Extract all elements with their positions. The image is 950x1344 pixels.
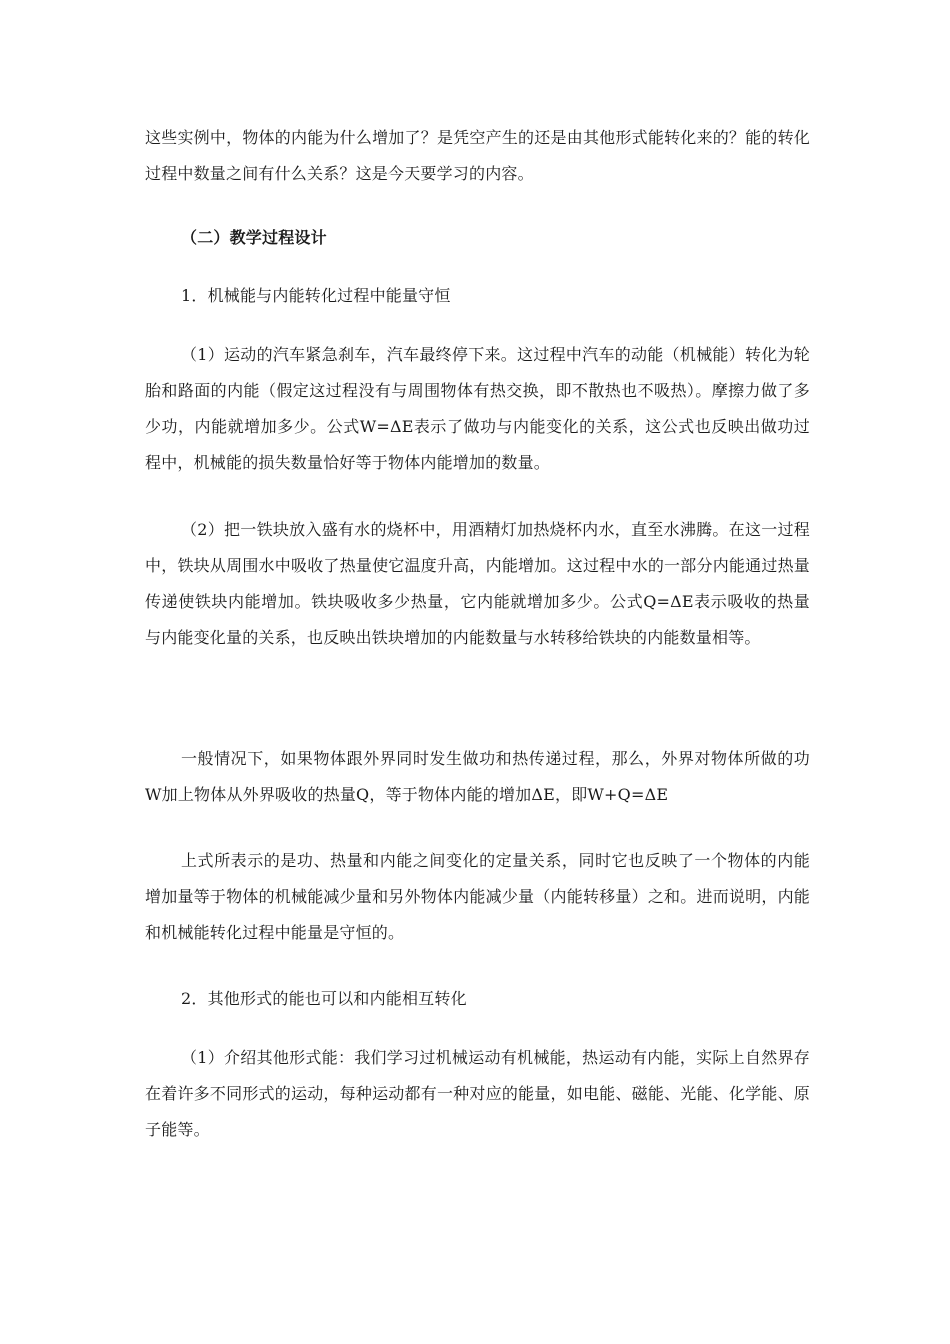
subsection-title-2: 2．其他形式的能也可以和内能相互转化 xyxy=(181,989,467,1008)
paragraph-iron-block: （2）把一铁块放入盛有水的烧杯中，用酒精灯加热烧杯内水，直至水沸腾。在这一过程中，铁块从周围水中吸收了热量使它温度升高，内能增加。这过程中水的一部分内能通过热量传递使铁块内能增加。铁块吸收多少热量，它内能就增加多少。公式Q=ΔE表示吸收的热量与内能变化量的关系，也反映出铁块增加的内能数量与水转移给铁块的内能数量相等。 xyxy=(145,520,810,647)
paragraph-conservation: 上式所表示的是功、热量和内能之间变化的定量关系，同时它也反映了一个物体的内能增加量等于物体的机械能减少量和另外物体内能减少量（内能转移量）之和。进而说明，内能和机械能转化过程中能量是守恒的。 xyxy=(145,851,810,942)
intro-paragraph: 这些实例中，物体的内能为什么增加了？是凭空产生的还是由其他形式能转化来的？能的转化过程中数量之间有什么关系？这是今天要学习的内容。 xyxy=(145,128,810,183)
section-heading: （二）教学过程设计 xyxy=(181,228,327,247)
paragraph-other-energy: （1）介绍其他形式能：我们学习过机械运动有机械能，热运动有内能，实际上自然界存在着许多不同形式的运动，每种运动都有一种对应的能量，如电能、磁能、光能、化学能、原子能等。 xyxy=(145,1048,810,1139)
paragraph-braking-car: （1）运动的汽车紧急刹车，汽车最终停下来。这过程中汽车的动能（机械能）转化为轮胎和路面的内能（假定这过程没有与周围物体有热交换，即不散热也不吸热）。摩擦力做了多少功，内能就增加多少。公式W=ΔE表示了做功与内能变化的关系，这公式也反映出做功过程中，机械能的损失数量恰好等于物体内能增加的数量。 xyxy=(145,345,810,472)
subsection-title-1: 1．机械能与内能转化过程中能量守恒 xyxy=(181,286,451,305)
paragraph-general-case: 一般情况下，如果物体跟外界同时发生做功和热传递过程，那么，外界对物体所做的功W加上物体从外界吸收的热量Q，等于物体内能的增加ΔE，即W+Q=ΔE xyxy=(145,749,810,804)
